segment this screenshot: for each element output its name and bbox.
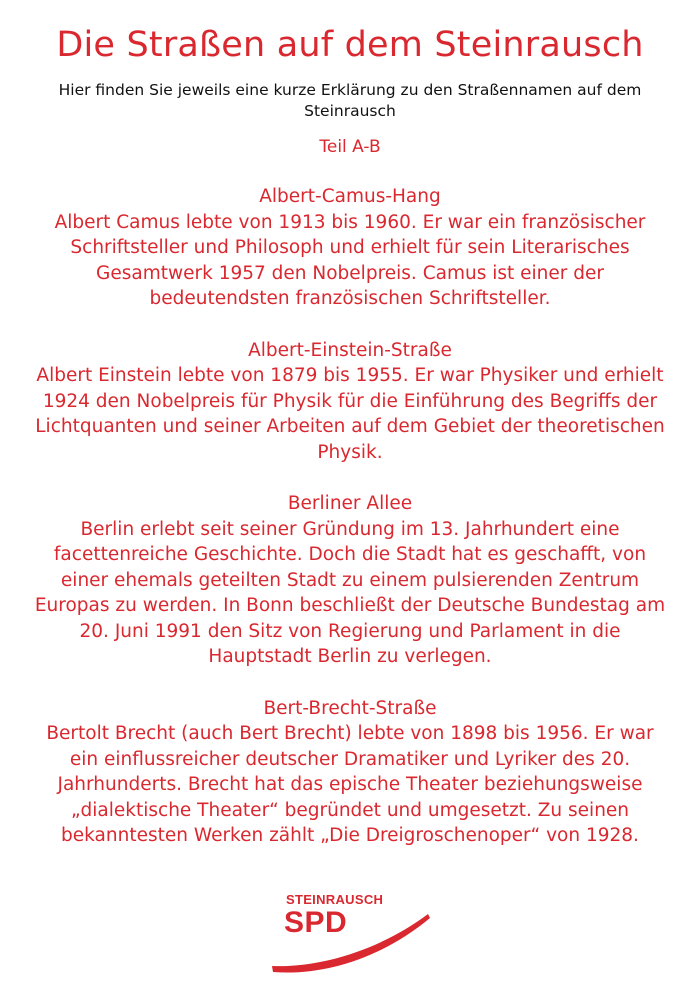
entry-text: Albert Einstein lebte von 1879 bis 1955. Er war Physiker und erhielt 1924 den Nobelpreis für Physik für die Einführung des Begriffs der Lichtquanten und seiner Arbeiten auf dem Gebiet der theoretischen Physik. — [35, 365, 665, 463]
entry-text: Bertolt Brecht (auch Bert Brecht) lebte von 1898 bis 1956. Er war ein einflussreicher deutscher Dramatiker und Lyriker des 20. Jahrhunderts. Brecht hat das epische Theater beziehungsweise „dialektische Theater“ begründet und umgesetzt. Zu seinen bekanntesten Werken zählt „Die Dreigroschenoper“ von 1928. — [46, 723, 654, 846]
street-entry-albert-einstein-strasse — [0, 338, 700, 466]
entry-text: Berlin erlebt seit seiner Gründung im 13. Jahrhundert eine facettenreiche Geschichte. Doch die Stadt hat es geschafft, von einer ehemals geteilten Stadt zu einem pulsierenden Zentrum Europas zu werden. In Bonn beschließt der Deutsche Bundestag am 20. Juni 1991 den Sitz von Regierung und Parlament in die Hauptstadt Berlin zu verlegen. — [34, 518, 666, 667]
entry-text: Albert Camus lebte von 1913 bis 1960. Er war ein französischer Schriftsteller und Philosoph und erhielt für sein Literarisches Gesamtwerk 1957 den Nobelpreis. Camus ist einer der bedeutendsten französischen Schriftsteller. — [54, 211, 646, 309]
logo-swoosh-icon — [270, 888, 440, 978]
entry-title: Berliner Allee — [287, 493, 413, 514]
street-entry-albert-camus-hang — [0, 184, 700, 312]
page-subtitle: Hier finden Sie jeweils eine kurze Erklärung zu den Straßennamen auf dem Steinrausch — [58, 81, 642, 120]
street-entry-bert-brecht-strasse — [0, 696, 700, 849]
logo-main-text: SPD — [284, 906, 348, 939]
spd-logo — [270, 888, 440, 978]
entry-title: Albert-Einstein-Straße — [248, 339, 452, 361]
logo-top-text: STEINRAUSCH — [286, 892, 384, 907]
entry-title: Bert-Brecht-Straße — [263, 697, 437, 719]
part-label: Teil A-B — [319, 137, 381, 157]
street-entry-berliner-allee — [0, 491, 700, 670]
entry-title: Albert-Camus-Hang — [259, 186, 441, 207]
page-title: Die Straßen auf dem Steinrausch — [56, 25, 644, 65]
